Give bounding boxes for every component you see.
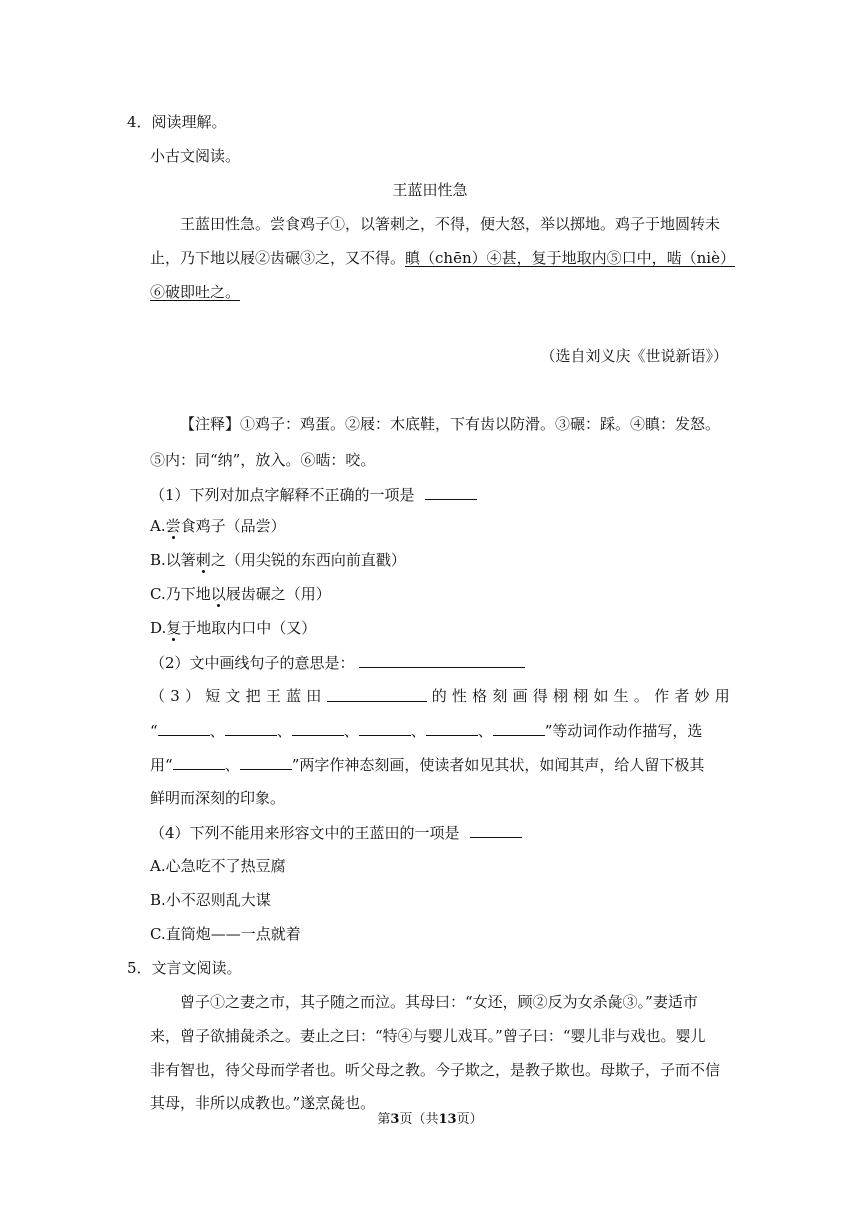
sub-question-4 bbox=[150, 822, 522, 843]
text-char: 3 bbox=[170, 687, 180, 705]
answer-blank[interactable] bbox=[173, 754, 225, 770]
text-char: 田 bbox=[306, 687, 322, 705]
text-char: 者 bbox=[674, 687, 690, 705]
option-1c bbox=[150, 584, 331, 604]
notes-line-1: 【注释】①鸡子：鸡蛋。②屐：木底鞋，下有齿以防滑。③碾：踩。④瞋：发怒。 bbox=[180, 415, 721, 433]
quote-open: 用“ bbox=[150, 756, 173, 774]
text-char: 如 bbox=[593, 687, 609, 705]
text-char: 的 bbox=[431, 687, 447, 705]
text-char: 。 bbox=[633, 687, 649, 705]
sub-question-3-line-4: 鲜明而深刻的印象。 bbox=[150, 789, 286, 807]
dotted-char: 以 bbox=[210, 585, 226, 603]
separator: 、 bbox=[276, 722, 292, 740]
text-char: 栩 bbox=[553, 687, 569, 705]
answer-blank[interactable] bbox=[359, 720, 411, 736]
option-1a bbox=[150, 516, 286, 536]
passage-source: （选自刘义庆《世说新语》） bbox=[540, 347, 728, 365]
answer-blank[interactable] bbox=[425, 484, 477, 500]
sub-question-3-line-1 bbox=[150, 686, 730, 706]
text-char: 性 bbox=[451, 687, 467, 705]
dotted-char: 复 bbox=[166, 619, 182, 637]
total-pages: 13 bbox=[438, 1112, 457, 1127]
sub-question-3-line-2 bbox=[150, 720, 702, 741]
answer-blank[interactable] bbox=[292, 720, 344, 736]
text-char: 文 bbox=[225, 687, 241, 705]
sub-question-1 bbox=[150, 484, 477, 505]
quote-open: “ bbox=[150, 722, 158, 740]
answer-blank[interactable] bbox=[470, 822, 522, 838]
option-1b bbox=[150, 550, 406, 570]
sub-question-4-stem: （4）下列不能用来形容文中的王蓝田的一项是 bbox=[150, 824, 460, 842]
text-char: 栩 bbox=[573, 687, 589, 705]
text-char: （ bbox=[150, 687, 166, 705]
separator: 、 bbox=[477, 722, 493, 740]
text-char: 刻 bbox=[492, 687, 508, 705]
footer-text: 页） bbox=[456, 1112, 483, 1127]
page-number: 3 bbox=[390, 1112, 400, 1127]
sub-question-2 bbox=[150, 652, 525, 673]
text-char: 格 bbox=[472, 687, 488, 705]
answer-blank[interactable] bbox=[359, 652, 525, 668]
text-char: 得 bbox=[532, 687, 548, 705]
underlined-sentence: 瞋（chēn）④甚，复于地取内⑤口中，啮（niè） bbox=[405, 249, 735, 267]
quote-close: ”两字作神态刻画，使读者如见其状，如闻其声，给人留下极其 bbox=[291, 756, 705, 774]
q5-passage-line-2: 来，曾子欲捕彘杀之。妻止之曰：“特④与婴儿戏耳。”曾子曰：“婴儿非与戏也。婴儿 bbox=[150, 1027, 706, 1045]
option-text: 食鸡子（品尝） bbox=[180, 517, 286, 535]
underlined-sentence-end: ⑥破即吐之。 bbox=[150, 283, 241, 301]
text-char: 用 bbox=[714, 687, 730, 705]
option-1d bbox=[150, 618, 316, 638]
option-4b: B.小不忍则乱大谋 bbox=[150, 891, 271, 909]
option-text: D. bbox=[150, 619, 167, 637]
option-text: 屐齿碾之（用） bbox=[225, 585, 331, 603]
notes-line-2: ⑤内：同“纳”，放入。⑥啮：咬。 bbox=[150, 451, 376, 469]
question-4-heading: 4．阅读理解。 bbox=[127, 113, 227, 131]
text-char: ） bbox=[184, 687, 200, 705]
section-subheading: 小古文阅读。 bbox=[150, 147, 241, 165]
text-char: 把 bbox=[245, 687, 261, 705]
question-5-heading: 5．文言文阅读。 bbox=[127, 959, 242, 977]
sub-question-2-stem: （2）文中画线句子的意思是： bbox=[150, 654, 355, 672]
text-char: 蓝 bbox=[286, 687, 302, 705]
option-text: C.乃下地 bbox=[150, 585, 211, 603]
text-char: 短 bbox=[205, 687, 221, 705]
q5-passage-line-1: 曾子①之妻之市，其子随之而泣。其母曰：“女还，顾②反为女杀彘③。”妻适市 bbox=[180, 993, 698, 1011]
answer-blank[interactable] bbox=[158, 720, 210, 736]
text-char: 妙 bbox=[694, 687, 710, 705]
answer-blank[interactable] bbox=[426, 720, 478, 736]
q5-passage-line-4: 其母，非所以成教也。”遂烹彘也。 bbox=[150, 1094, 376, 1112]
q5-passage-line-3: 非有智也，待父母而学者也。听父母之教。今子欺之，是教子欺也。母欺子，子而不信 bbox=[150, 1061, 721, 1079]
answer-blank[interactable] bbox=[225, 720, 277, 736]
option-4c: C.直筒炮——一点就着 bbox=[150, 925, 301, 943]
dotted-char: 刺 bbox=[195, 551, 211, 569]
answer-blank[interactable] bbox=[493, 720, 545, 736]
separator: 、 bbox=[410, 722, 426, 740]
separator: 、 bbox=[224, 756, 240, 774]
text-char: 作 bbox=[654, 687, 670, 705]
text-char: 画 bbox=[512, 687, 528, 705]
option-text: A. bbox=[150, 517, 166, 535]
answer-blank[interactable] bbox=[240, 754, 292, 770]
text-char: 生 bbox=[613, 687, 629, 705]
passage-text: 止，乃下地以屐②齿碾③之，又不得。 bbox=[150, 249, 406, 267]
page-footer bbox=[0, 1110, 860, 1130]
passage-line-1: 王蓝田性急。尝食鸡子①，以箸刺之，不得，便大怒，举以掷地。鸡子于地圆转未 bbox=[180, 215, 721, 233]
footer-text: 页（共 bbox=[399, 1112, 439, 1127]
option-4a: A.心急吃不了热豆腐 bbox=[150, 857, 286, 875]
option-text: B.以箸 bbox=[150, 551, 196, 569]
footer-text: 第 bbox=[377, 1112, 391, 1127]
answer-blank[interactable] bbox=[327, 686, 427, 702]
separator: 、 bbox=[343, 722, 359, 740]
text-char: 王 bbox=[265, 687, 281, 705]
option-text: 之（用尖锐的东西向前直戳） bbox=[210, 551, 406, 569]
passage-title: 王蓝田性急 bbox=[392, 181, 468, 199]
sub-question-1-stem: （1）下列对加点字解释不正确的一项是 bbox=[150, 486, 415, 504]
dotted-char: 尝 bbox=[165, 517, 181, 535]
option-text: 于地取内口中（又） bbox=[181, 619, 317, 637]
quote-close: ”等动词作动作描写，选 bbox=[544, 722, 703, 740]
separator: 、 bbox=[209, 722, 225, 740]
passage-line-2 bbox=[150, 248, 735, 268]
sub-question-3-line-3 bbox=[150, 754, 704, 775]
passage-line-3 bbox=[150, 282, 240, 302]
